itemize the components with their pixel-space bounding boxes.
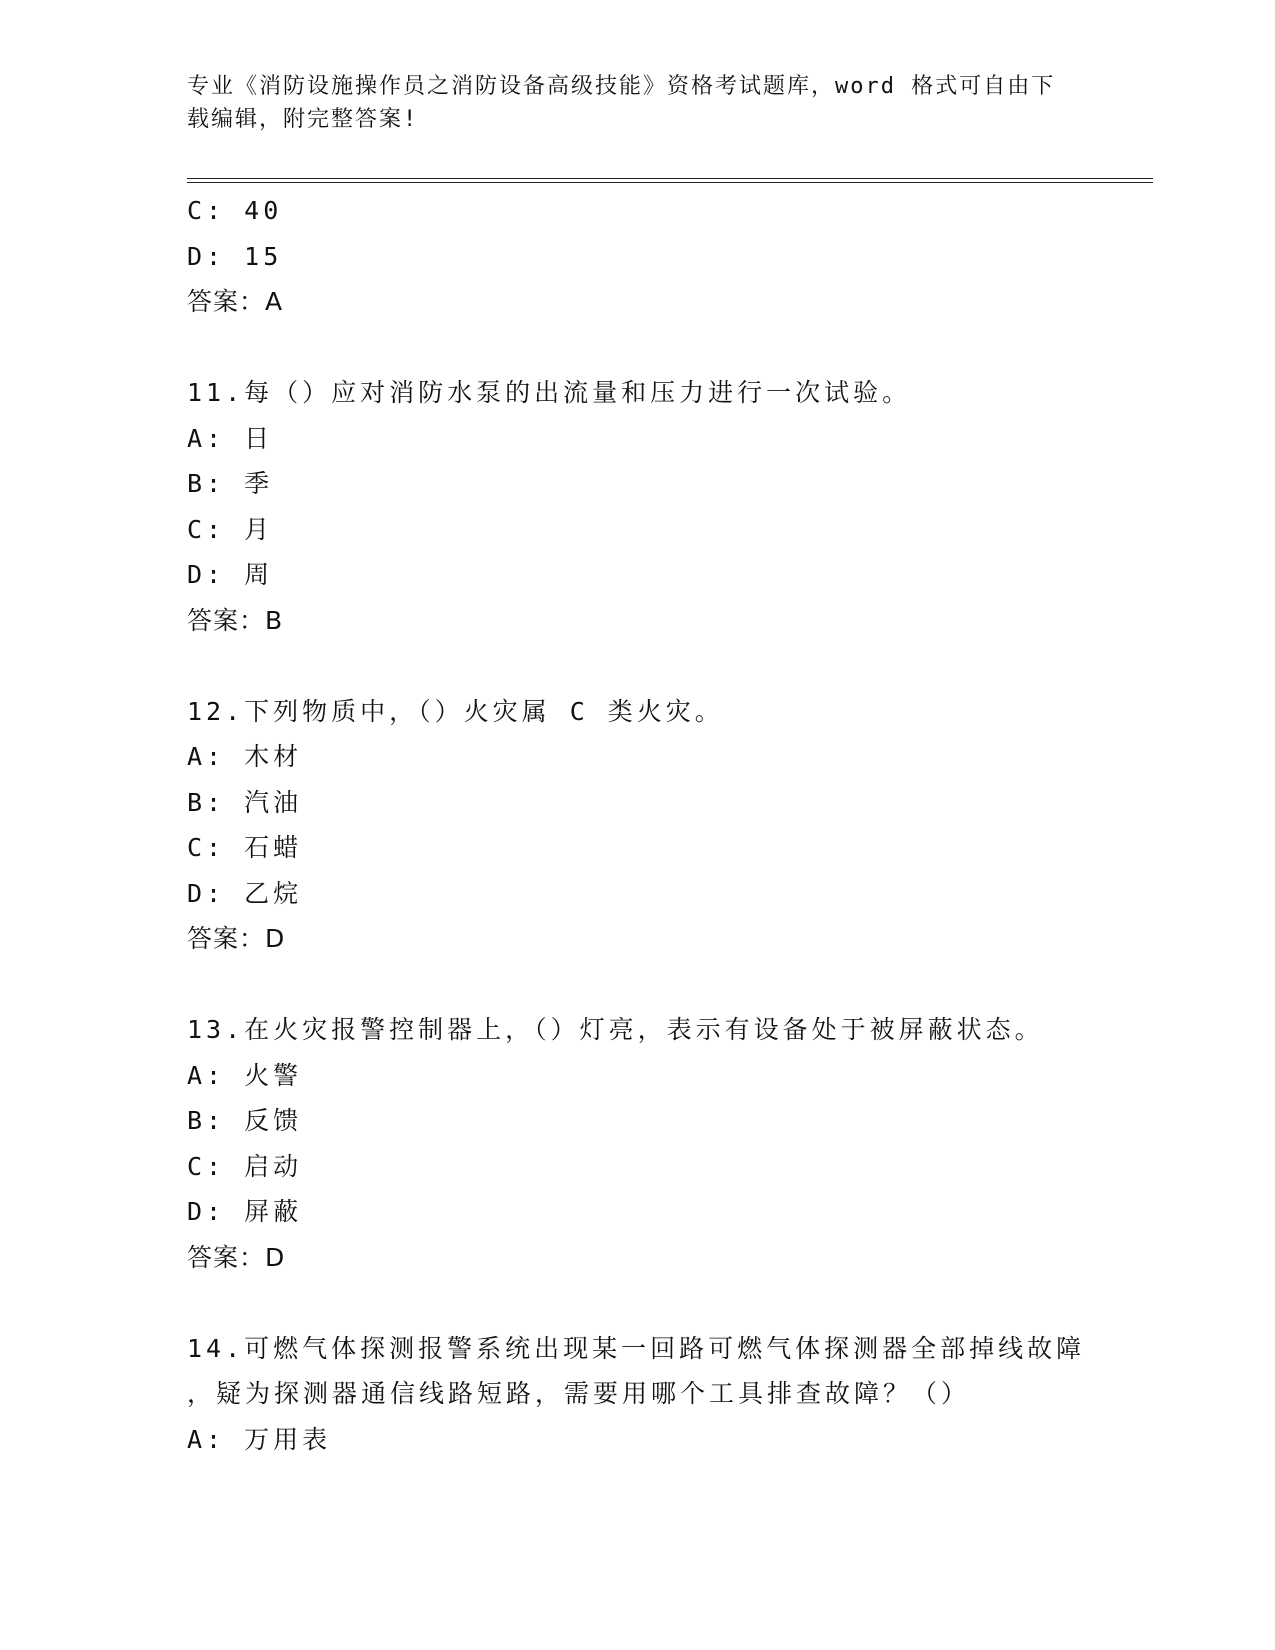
- document-header: 专业《消防设施操作员之消防设备高级技能》资格考试题库，word 格式可自由下载编辑，附完整答案!: [187, 74, 1056, 132]
- answer: 答案：B: [187, 605, 284, 635]
- answer: 答案：D: [187, 1242, 286, 1272]
- question-stem: 13.在火灾报警控制器上，（）灯亮，表示有设备处于被屏蔽状态。: [187, 1015, 1044, 1044]
- question-stem-line-1: 14.可燃气体探测报警系统出现某一回路可燃气体探测器全部掉线故障: [187, 1333, 1086, 1363]
- continued-question: [187, 188, 1087, 325]
- answer: 答案：D: [187, 924, 286, 953]
- option-d: D: 乙烷: [187, 878, 303, 908]
- header-rule-bottom: [187, 182, 1153, 183]
- question-11: [187, 370, 1087, 643]
- option-c: C: 启动: [187, 1151, 303, 1181]
- option-c: C: 石蜡: [187, 833, 303, 862]
- option-c: C: 月: [187, 514, 274, 544]
- question-13: [187, 1007, 1087, 1280]
- option-a: A: 万用表: [187, 1424, 332, 1454]
- option-a: A: 木材: [187, 742, 303, 771]
- question-stem: 11.每（）应对消防水泵的出流量和压力进行一次试验。: [187, 378, 912, 407]
- option-b: B: 汽油: [187, 787, 303, 817]
- option-a: A: 火警: [187, 1060, 303, 1090]
- option-d: D: 屏蔽: [187, 1197, 303, 1226]
- question-stem: 12.下列物质中，（）火灾属 C 类火灾。: [187, 696, 724, 726]
- answer: 答案：A: [187, 287, 284, 316]
- question-12: [187, 689, 1087, 962]
- option-b: B: 季: [187, 469, 274, 498]
- header-rule-top: [187, 178, 1153, 179]
- option-c: C: 40: [187, 196, 283, 225]
- question-stem-line-2: ，疑为探测器通信线路短路，需要用哪个工具排查故障？（）: [187, 1379, 971, 1408]
- question-content: [187, 188, 1087, 1462]
- option-a: A: 日: [187, 423, 274, 453]
- option-d: D: 周: [187, 560, 274, 589]
- option-b: B: 反馈: [187, 1106, 303, 1135]
- question-14: [187, 1326, 1087, 1463]
- option-d: D: 15: [187, 241, 283, 271]
